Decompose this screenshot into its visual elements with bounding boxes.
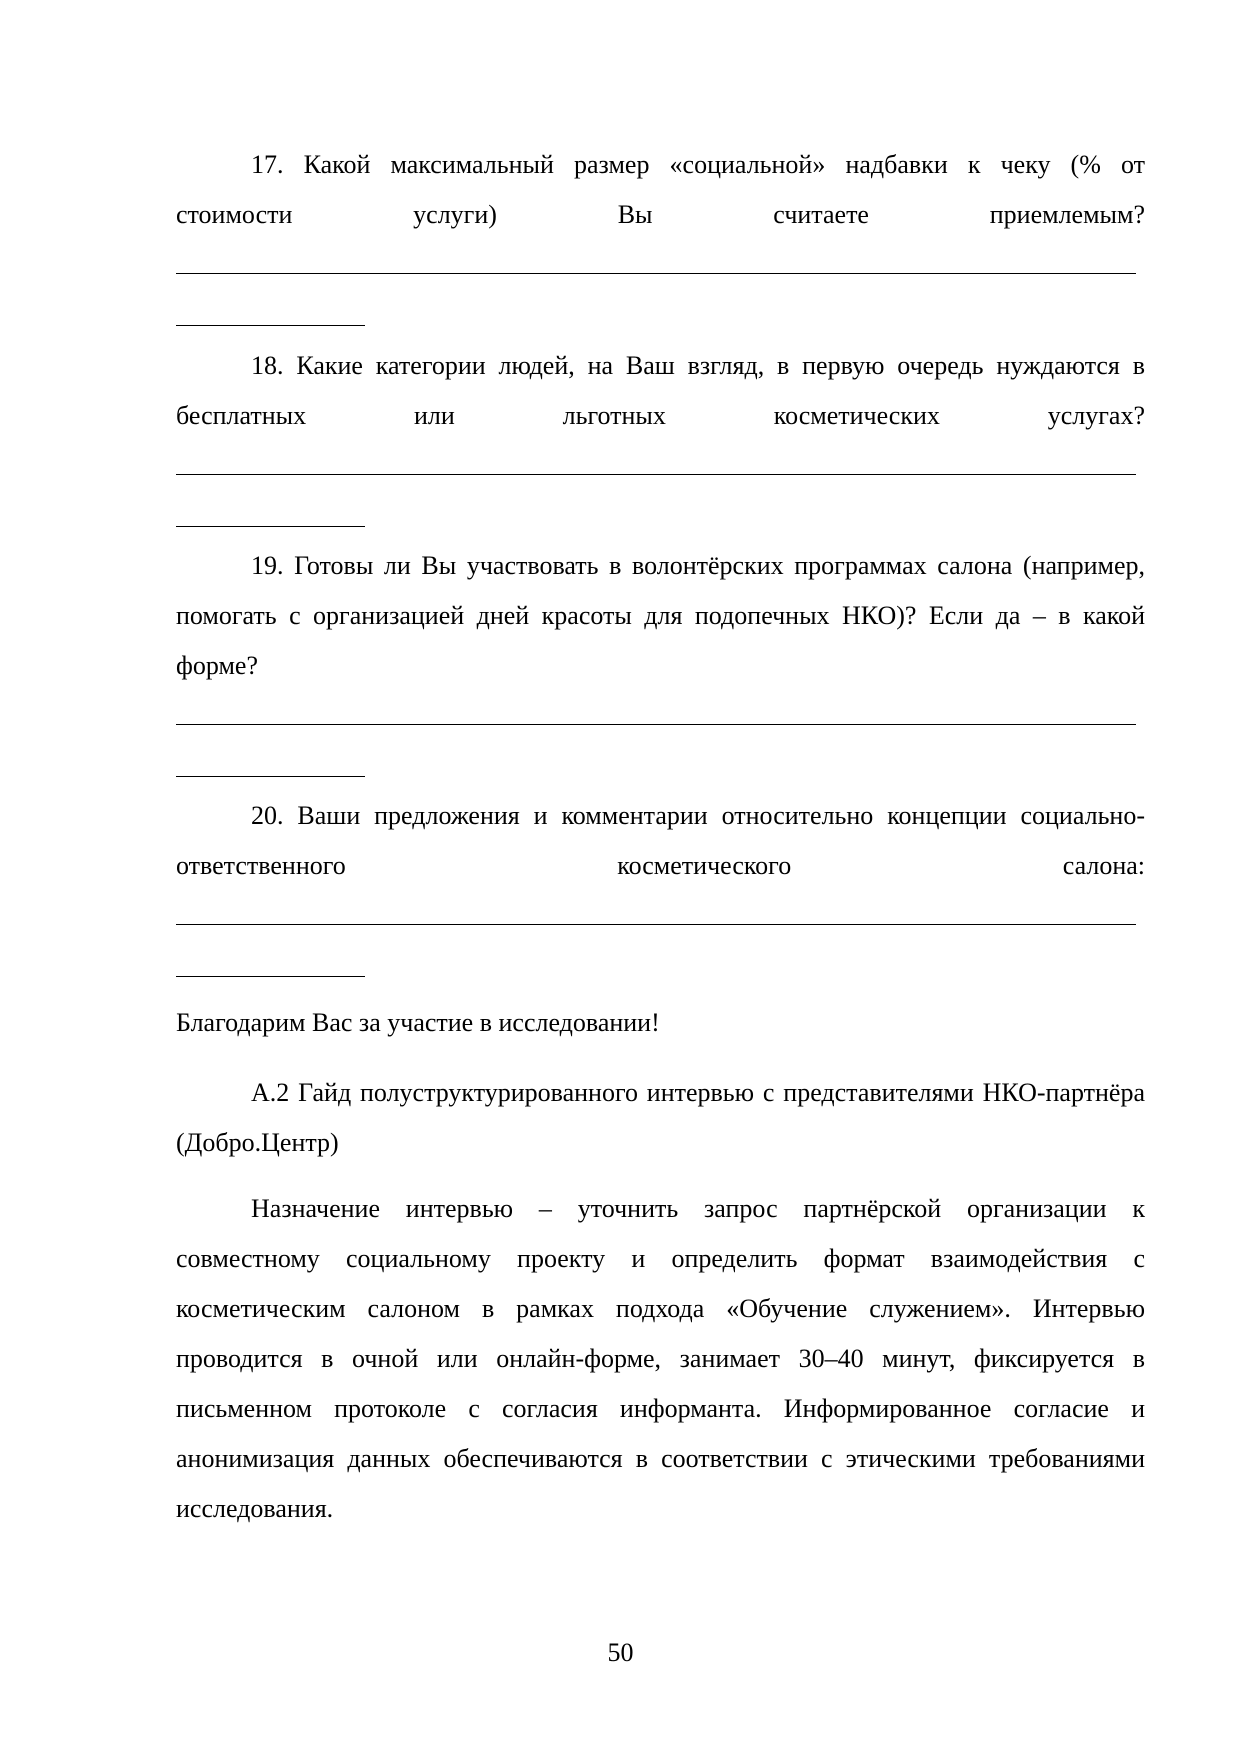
page-number: 50: [607, 1638, 634, 1667]
answer-line: [176, 325, 365, 326]
question-number: 20.: [251, 801, 284, 830]
question-text: Какие категории людей, на Ваш взгляд, в первую очередь нуждаются в бесплатных или льготных косметических услугах?: [176, 351, 1145, 430]
answer-line: [176, 776, 365, 777]
question-number: 18.: [251, 351, 284, 380]
answer-line: [176, 976, 365, 977]
question-text: Ваши предложения и комментарии относительно концепции социально-ответственного косметического салона:: [176, 801, 1146, 880]
body-paragraph: Назначение интервью – уточнить запрос партнёрской организации к совместному социальному проекту и определить формат взаимодействия с косметическим салоном в рамках подхода «Обучение служением». Интервью проводится в очной или онлайн-форме, занимает 30–40 минут, фиксируется в письменном протоколе с согласия информанта. Информированное согласие и анонимизация данных обеспечиваются в соответствии с этическими требованиями исследования.: [176, 1194, 1145, 1523]
question-number: 19.: [251, 551, 284, 580]
section-heading: А.2 Гайд полуструктурированного интервью с представителями НКО-партнёра (Добро.Центр): [176, 1078, 1145, 1157]
question-17: [176, 140, 1145, 240]
answer-line: [176, 474, 1136, 475]
question-text: Какой максимальный размер «социальной» надбавки к чеку (% от стоимости услуги) Вы считаете приемлемым?: [176, 150, 1146, 229]
question-18: [176, 341, 1145, 441]
question-19: [176, 541, 1145, 691]
answer-line: [176, 724, 1136, 725]
question-number: 17.: [251, 150, 284, 179]
answer-line: [176, 526, 365, 527]
question-20: [176, 791, 1145, 891]
question-text: Готовы ли Вы участвовать в волонтёрских программах салона (например, помогать с организацией дней красоты для подопечных НКО)? Если да – в какой форме?: [176, 551, 1146, 680]
answer-line: [176, 924, 1136, 925]
thanks-text: Благодарим Вас за участие в исследовании!: [176, 1008, 660, 1037]
answer-line: [176, 273, 1136, 274]
